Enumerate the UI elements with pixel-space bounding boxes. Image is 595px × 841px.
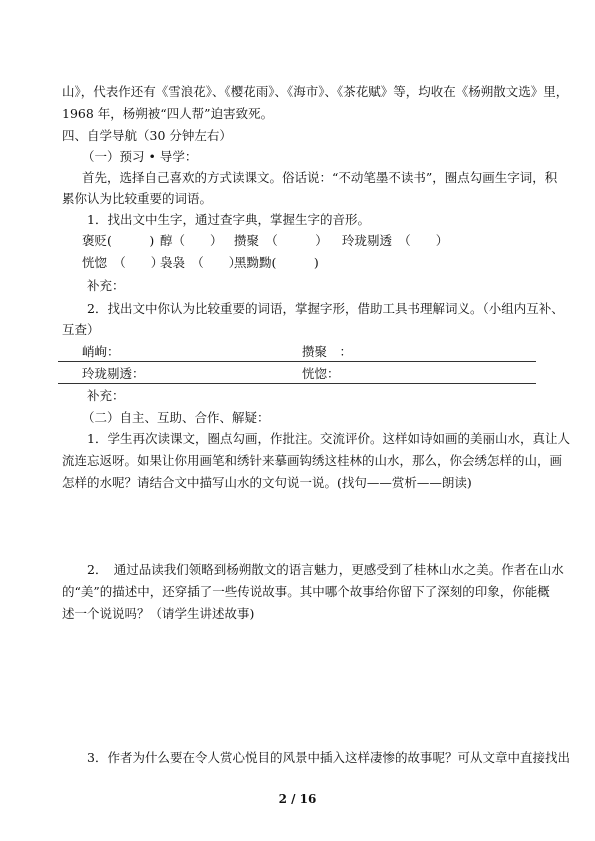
intro-line-1: 山》，代表作还有《雪浪花》、《樱花雨》、《海市》、《茶花赋》等，均收在《杨朔散文选》里， [62, 84, 569, 99]
vocab-item: 攒聚 ： [302, 344, 353, 359]
word-blank: 袅袅 （ ） [160, 255, 242, 270]
task-2-line-1: 2．找出文中你认为比较重要的词语，掌握字形，借助工具书理解词义。（小组内互补、 [87, 301, 564, 316]
question-1-line-1: 1．学生再次读课文，圈点勾画，作批注。交流评价。这样如诗如画的美丽山水，真让人 [87, 431, 570, 446]
word-blank: 玲珑剔透 （ ） [342, 233, 449, 248]
section-4-heading: 四、自学导航（30 分钟左右） [62, 128, 232, 143]
vocab-underline [58, 361, 536, 362]
part-2-heading: （二）自主、互助、合作、解疑： [82, 410, 270, 425]
word-blank: 攒聚 （ ） [234, 233, 328, 248]
supplement-label-1: 补充： [87, 278, 125, 293]
question-2-line-3: 述一个说说吗？（请学生讲述故事) [62, 606, 255, 621]
question-1-line-2: 流连忘返呀。如果让你用画笔和绣针来摹画钩绣这桂林的山水，那么，你会绣怎样的山，画 [62, 453, 563, 468]
vocab-item: 峭峋： [82, 344, 120, 359]
task-2-line-2: 互查） [62, 322, 100, 337]
part-1-paragraph-line-1: 首先，选择自己喜欢的方式读课文。俗话说：“不动笔墨不读书”，圈点勾画生字词，积 [82, 170, 558, 185]
vocabulary-row-2 [82, 255, 542, 271]
intro-line-2: 1968 年，杨朔被“四人帮”迫害致死。 [62, 106, 274, 121]
word-blank: 恍惚 （ ） [82, 255, 164, 270]
word-blank: 黑黝黝( ) [234, 255, 319, 270]
question-2-line-1: 2． 通过品读我们领略到杨朔散文的语言魅力，更感受到了桂林山水之美。作者在山水 [87, 562, 564, 577]
vocab-item: 恍惚： [302, 366, 340, 381]
vocabulary-row-1 [82, 233, 542, 249]
question-2-line-2: 的“美”的描述中，还穿插了一些传说故事。其中哪个故事给你留下了深刻的印象，你能概 [62, 584, 550, 599]
part-1-paragraph-line-2: 累你认为比较重要的词语。 [62, 191, 213, 206]
word-blank: 醇（ ） [160, 233, 223, 248]
task-1-instruction: 1．找出文中生字，通过查字典，掌握生字的音形。 [87, 212, 370, 227]
vocab-underline [58, 383, 536, 384]
part-1-heading: （一）预习 • 导学： [82, 149, 198, 164]
question-3-line-1: 3．作者为什么要在令人赏心悦目的风景中插入这样凄惨的故事呢？可从文章中直接找出 [87, 750, 570, 765]
vocab-item: 玲珑剔透： [82, 366, 145, 381]
page-number: 2 / 16 [278, 792, 317, 806]
word-blank: 褒贬( ) [82, 233, 155, 248]
question-1-line-3: 怎样的水呢？请结合文中描写山水的文句说一说。(找句——赏析——朗读) [62, 475, 472, 490]
supplement-label-2: 补充： [87, 388, 125, 403]
